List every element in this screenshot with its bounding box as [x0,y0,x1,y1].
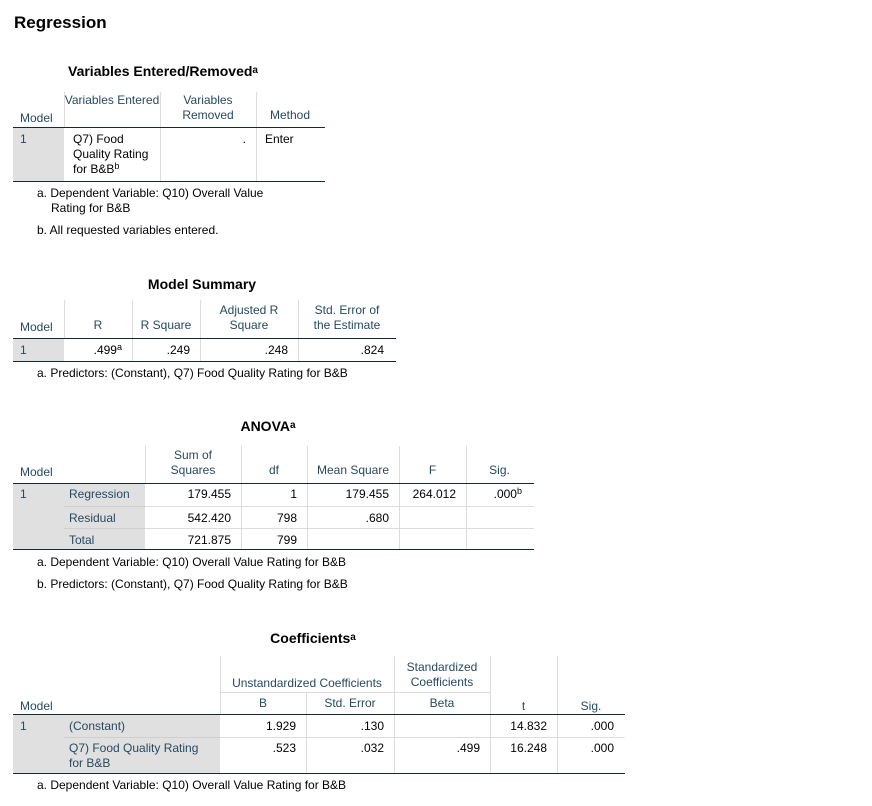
mean-square-value: .680 [365,511,389,525]
col-header-b: B [258,696,267,710]
row-label-residual: Residual [69,511,116,525]
footnote-b: b. Predictors: (Constant), Q7) Food Quality Rating for B&B [37,577,348,591]
page-title: Regression [14,13,107,32]
row-model-1: 1 [20,343,27,357]
sig-value: .000 [590,719,614,733]
table-title: ANOVA$^a$ [240,418,296,434]
df-value: 798 [276,511,297,525]
row-model-1: 1 [20,132,27,146]
col-header-std-error: Std. Error of the Estimate [313,303,381,332]
b-value: .523 [272,741,296,755]
df-value: 1 [290,487,297,501]
col-header-model: Model [20,111,53,125]
variables-entered-value: Q7) Food Quality Rating for $B\&B^b$ [73,132,149,176]
col-header-model: Model [20,465,53,479]
col-header-std-error: Std. Error [324,696,376,710]
footnote-a: a. Predictors: (Constant), Q7) Food Quality Rating for B&B [37,366,348,380]
row-model-1: 1 [20,719,27,733]
row-label-total: Total [69,533,95,547]
sum-of-squares-value: 542.420 [187,511,231,525]
col-header-r: R [93,318,103,332]
row-model-1: 1 [20,487,27,501]
t-value: 14.832 [510,719,547,733]
std-error-value: .130 [360,719,384,733]
sum-of-squares-value: 179.455 [187,487,231,501]
r-value: .499$^a$ [93,342,122,357]
col-header-standardized: Standardized Coefficients [406,660,478,689]
col-header-f: F [428,463,437,477]
std-error-value: .824 [360,343,384,357]
col-header-variables-entered: Variables Entered [64,93,160,107]
col-header-adjusted-r-square: Adjusted R Square [219,303,279,332]
sig-value: .000 [590,741,614,755]
std-error-value: .032 [360,741,384,755]
col-header-unstandardized: Unstandardized Coefficients [232,676,382,690]
col-header-model: Model [20,699,53,713]
col-header-variables-removed: Variables Removed [182,93,234,122]
table-title: Model Summary [147,276,257,292]
sig-value: .000$^b$ [493,486,522,501]
col-header-method: Method [269,108,311,122]
df-value: 799 [276,533,297,547]
mean-square-value: 179.455 [345,487,389,501]
beta-value: .499 [456,741,480,755]
table-title: Variables Entered/Removed$^a$ [68,63,258,79]
footnote-b: b. All requested variables entered. [37,223,219,237]
t-value: 16.248 [510,741,547,755]
col-header-beta: Beta [429,696,455,710]
col-header-model: Model [20,320,53,334]
footnote-a: a. Dependent Variable: Q10) Overall Value Rating for B&B [37,778,347,792]
col-header-df: df [268,463,279,477]
col-header-t: t [521,699,526,713]
r-square-value: .249 [166,343,190,357]
method-value: Enter [265,132,294,146]
row-label-constant: (Constant) [69,719,126,733]
row-label-regression: Regression [69,487,130,501]
f-value: 264.012 [412,487,456,501]
col-header-mean-square: Mean Square [316,463,390,477]
col-header-sig: Sig. [489,463,510,477]
col-header-sig: Sig. [580,699,602,713]
adj-r-square-value: .248 [264,343,288,357]
col-header-sum-of-squares: Sum of Squares [170,448,216,477]
footnote-a: a. Dependent Variable: Q10) Overall Value Rating for B&B [37,186,264,215]
variables-removed-value: . [242,132,246,146]
table-title: Coefficients$^a$ [270,630,356,646]
footnote-a: a. Dependent Variable: Q10) Overall Value Rating for B&B [37,555,347,569]
b-value: 1.929 [265,719,296,733]
row-label-q7-food-quality: Q7) Food Quality Rating for B&B [69,741,199,770]
sum-of-squares-value: 721.875 [187,533,231,547]
col-header-r-square: R Square [140,318,192,332]
